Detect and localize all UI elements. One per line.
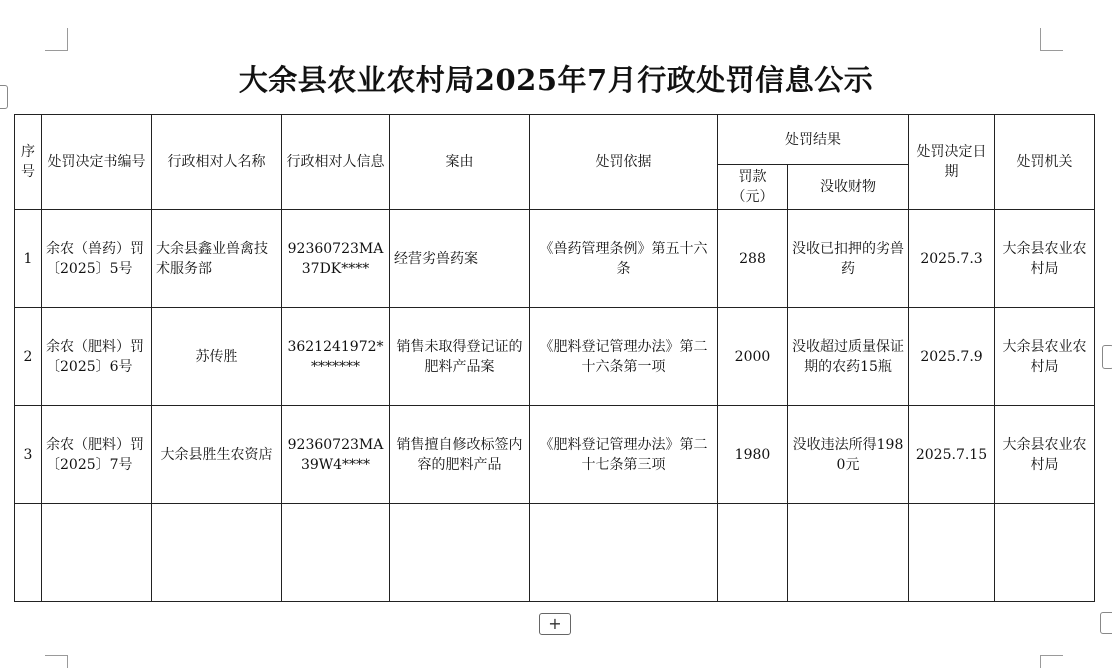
cell-authority: 大余县农业农村局	[995, 308, 1095, 406]
cell-decision-no: 余农（肥料）罚〔2025〕7号	[42, 406, 152, 504]
empty-table-row	[15, 504, 1095, 602]
penalty-table	[14, 114, 1095, 602]
table-row	[15, 406, 1095, 504]
header-result: 处罚结果	[718, 115, 909, 165]
cell-date: 2025.7.15	[909, 406, 995, 504]
cell-case: 销售未取得登记证的肥料产品案	[390, 308, 530, 406]
cell-basis: 《兽药管理条例》第五十六条	[530, 210, 718, 308]
cell-confiscated: 没收违法所得1980元	[788, 406, 909, 504]
empty-cell	[909, 504, 995, 602]
header-party-info: 行政相对人信息	[282, 115, 390, 210]
cell-authority: 大余县农业农村局	[995, 406, 1095, 504]
cell-decision-no: 余农（兽药）罚〔2025〕5号	[42, 210, 152, 308]
add-row-button[interactable]: +	[539, 613, 571, 635]
cell-date: 2025.7.3	[909, 210, 995, 308]
cell-party-info: 3621241972********	[282, 308, 390, 406]
empty-cell	[390, 504, 530, 602]
table-corner-handle[interactable]	[1100, 612, 1112, 634]
cell-case: 销售擅自修改标签内容的肥料产品	[390, 406, 530, 504]
empty-cell	[42, 504, 152, 602]
empty-cell	[152, 504, 282, 602]
crop-mark-top-left	[45, 28, 68, 51]
cell-fine: 2000	[718, 308, 788, 406]
header-seq: 序号	[15, 115, 42, 210]
cell-seq: 2	[15, 308, 42, 406]
empty-cell	[530, 504, 718, 602]
cell-decision-no: 余农（肥料）罚〔2025〕6号	[42, 308, 152, 406]
cell-basis: 《肥料登记管理办法》第二十六条第一项	[530, 308, 718, 406]
cell-date: 2025.7.9	[909, 308, 995, 406]
header-date: 处罚决定日期	[909, 115, 995, 210]
cell-authority: 大余县农业农村局	[995, 210, 1095, 308]
table-row	[15, 210, 1095, 308]
crop-mark-top-right	[1040, 28, 1063, 51]
header-fine: 罚款（元）	[718, 165, 788, 210]
cell-party-name: 苏传胜	[152, 308, 282, 406]
header-decision-no: 处罚决定书编号	[42, 115, 152, 210]
page-title: 大余县农业农村局2025年7月行政处罚信息公示	[238, 63, 874, 97]
cell-confiscated: 没收超过质量保证期的农药15瓶	[788, 308, 909, 406]
cell-confiscated: 没收已扣押的劣兽药	[788, 210, 909, 308]
header-basis: 处罚依据	[530, 115, 718, 210]
cell-basis: 《肥料登记管理办法》第二十七条第三项	[530, 406, 718, 504]
header-confiscated: 没收财物	[788, 165, 909, 210]
crop-mark-bottom-left	[45, 655, 68, 668]
header-authority: 处罚机关	[995, 115, 1095, 210]
cell-case: 经营劣兽药案	[390, 210, 530, 308]
empty-cell	[15, 504, 42, 602]
empty-cell	[718, 504, 788, 602]
header-party-name: 行政相对人名称	[152, 115, 282, 210]
cell-seq: 1	[15, 210, 42, 308]
cell-seq: 3	[15, 406, 42, 504]
empty-cell	[995, 504, 1095, 602]
cell-party-name: 大余县鑫业兽禽技术服务部	[152, 210, 282, 308]
table-row	[15, 308, 1095, 406]
empty-cell	[788, 504, 909, 602]
empty-cell	[282, 504, 390, 602]
header-case: 案由	[390, 115, 530, 210]
right-edge-handle[interactable]	[1102, 345, 1112, 369]
cell-party-info: 92360723MA37DK****	[282, 210, 390, 308]
cell-fine: 288	[718, 210, 788, 308]
cell-party-info: 92360723MA39W4****	[282, 406, 390, 504]
crop-mark-bottom-right	[1040, 655, 1063, 668]
cell-party-name: 大余县胜生农资店	[152, 406, 282, 504]
cell-fine: 1980	[718, 406, 788, 504]
